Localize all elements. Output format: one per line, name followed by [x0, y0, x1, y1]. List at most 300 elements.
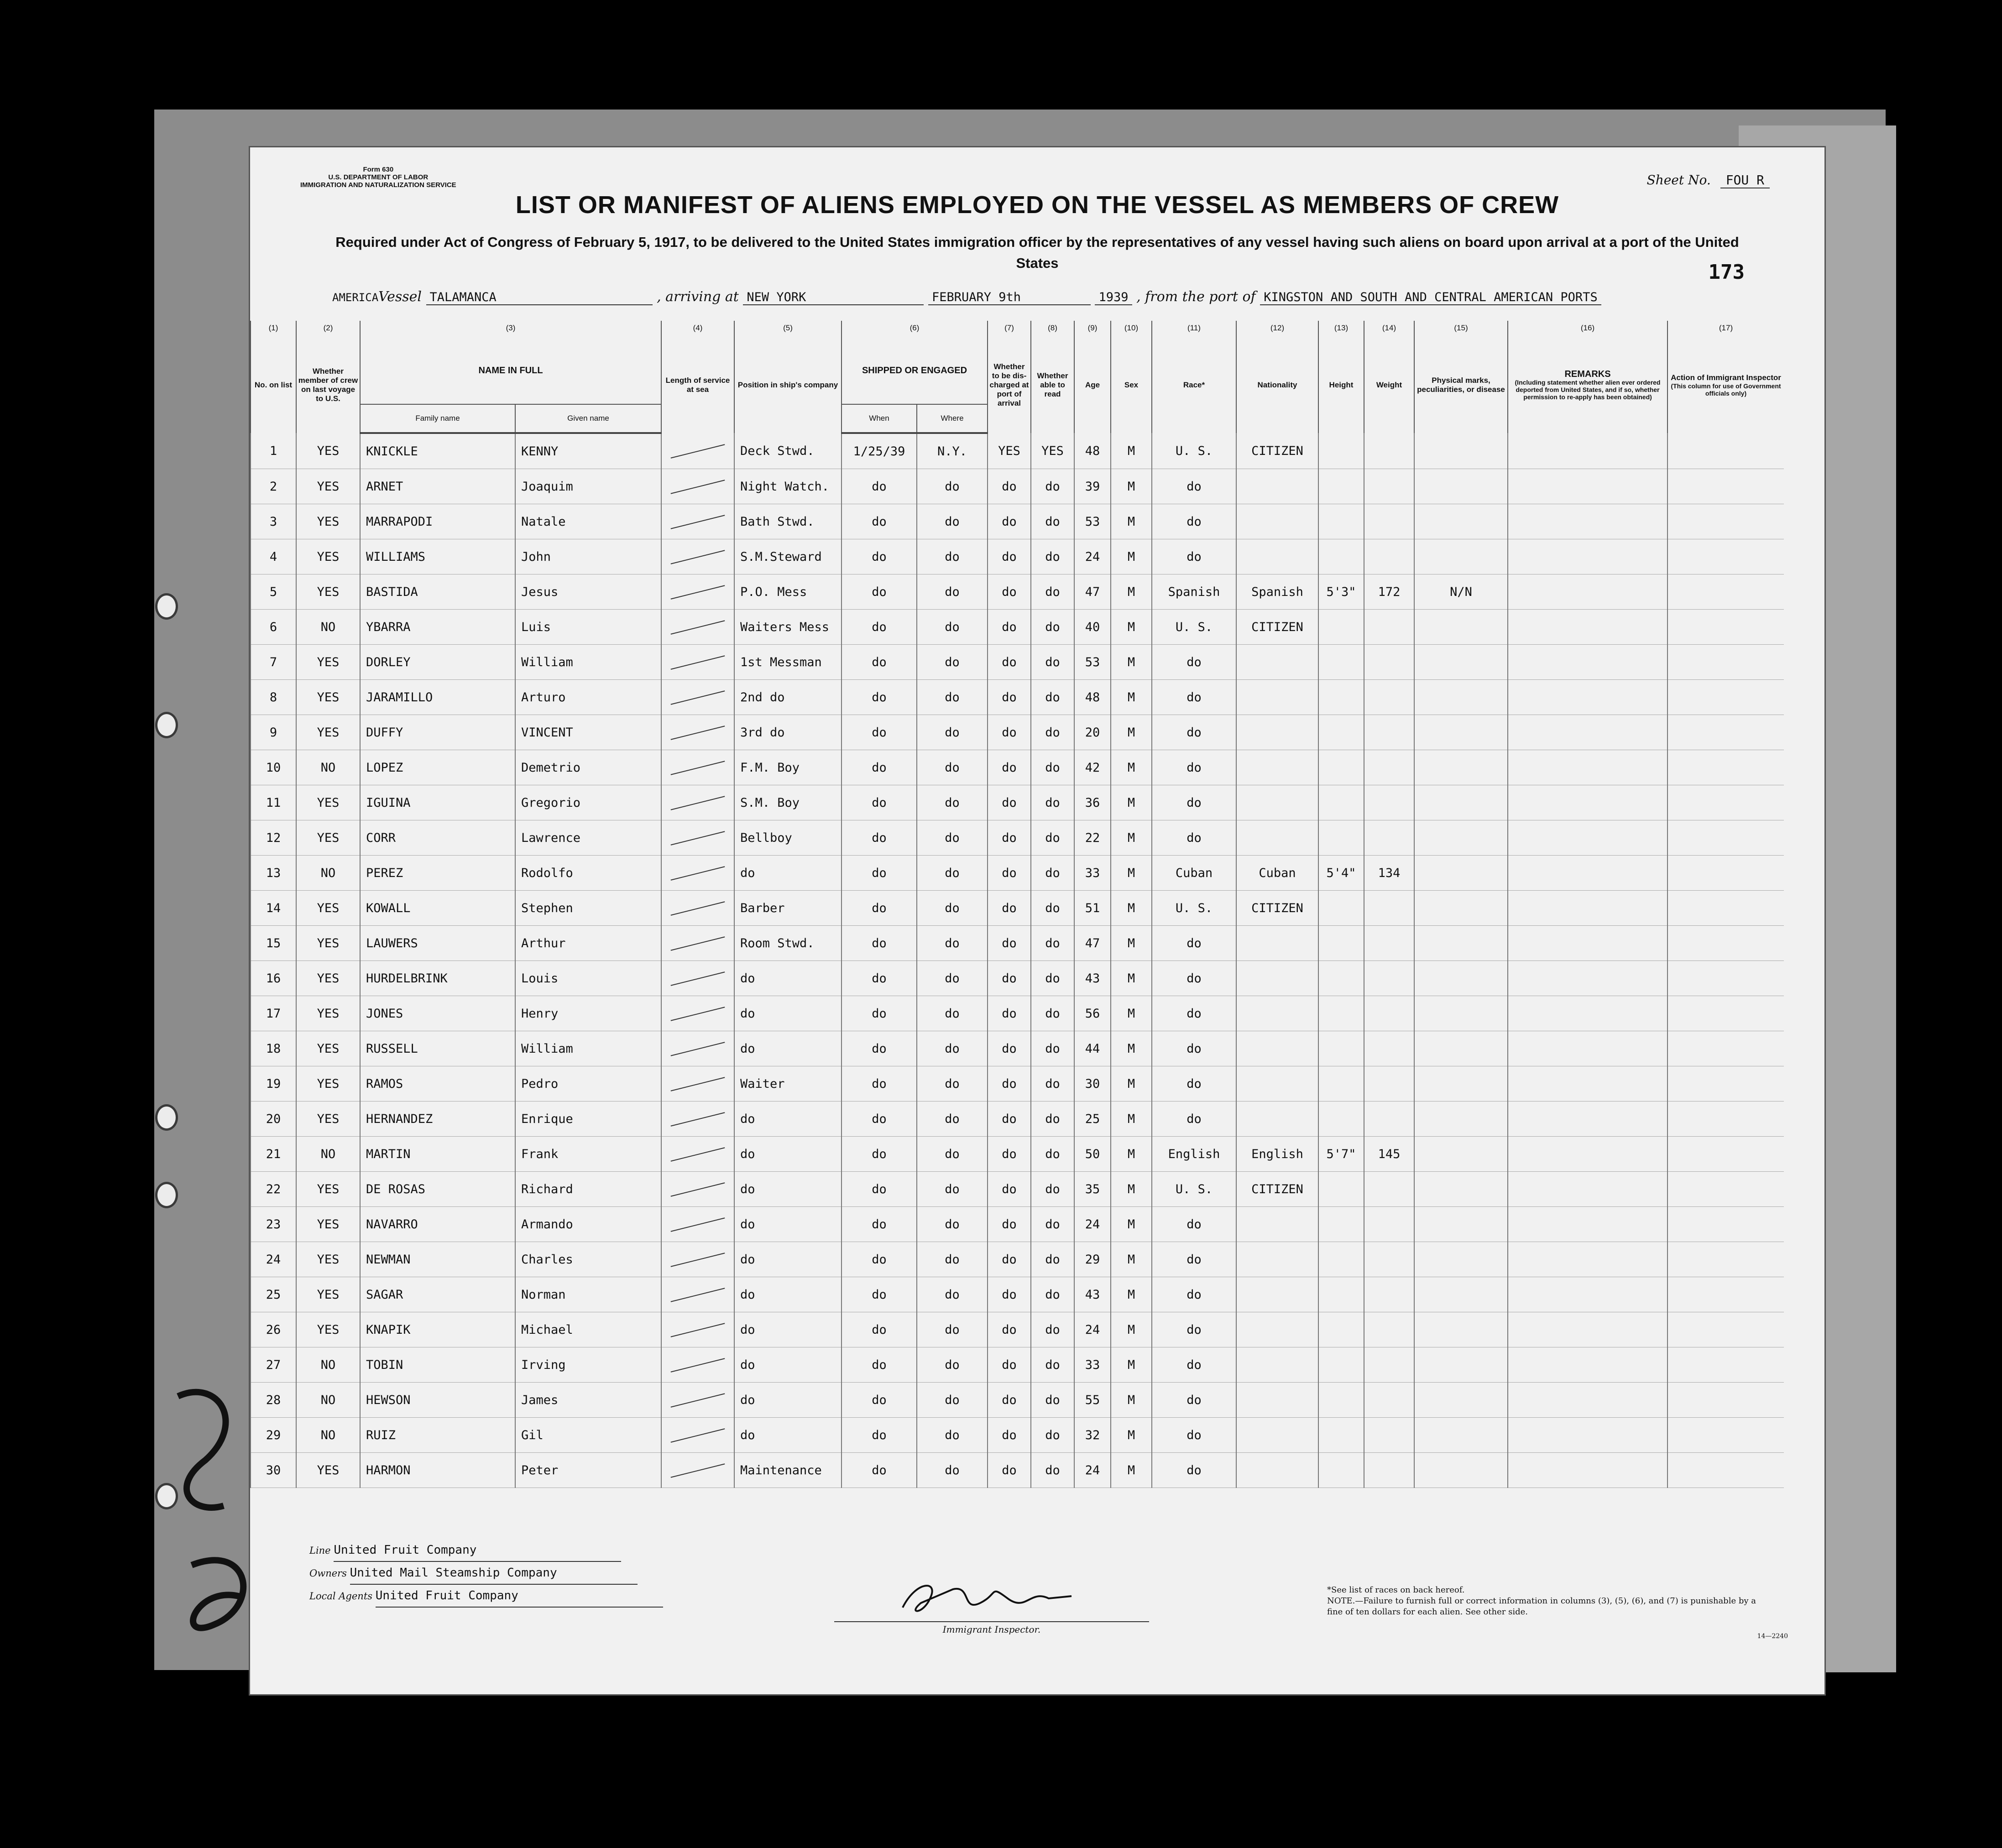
penalty-note: NOTE.—Failure to furnish full or correct information in columns (3), (5), (6), and (7) is punishable by a fine of ten dollars for each alien. See other side.	[1327, 1596, 1756, 1617]
cell-age: 47	[1074, 574, 1111, 610]
cell-able-to-read: do	[1031, 1172, 1074, 1207]
header-action	[1667, 337, 1784, 433]
cell-shipped-when: do	[842, 1242, 917, 1277]
cell-shipped-when: do	[842, 961, 917, 996]
cell-length-of-service	[661, 1101, 734, 1137]
cell-weight	[1364, 610, 1414, 645]
cell-length-of-service	[661, 539, 734, 574]
cell-position: do	[734, 1347, 842, 1383]
table-row	[251, 574, 1784, 610]
cell-age: 29	[1074, 1242, 1111, 1277]
cell-height	[1318, 1031, 1364, 1066]
cell-inspector-action	[1667, 574, 1784, 610]
cell-age: 48	[1074, 680, 1111, 715]
cell-nationality	[1236, 996, 1318, 1031]
cell-position: Bath Stwd.	[734, 504, 842, 539]
cell-length-of-service	[661, 1207, 734, 1242]
cell-position: do	[734, 1418, 842, 1453]
cell-remarks	[1508, 856, 1667, 891]
punch-hole	[155, 593, 178, 620]
cell-race: do	[1152, 645, 1236, 680]
cell-height	[1318, 1172, 1364, 1207]
cell-shipped-where: do	[917, 1277, 988, 1312]
cell-nationality	[1236, 820, 1318, 856]
cell-shipped-where: do	[917, 645, 988, 680]
cell-height	[1318, 1207, 1364, 1242]
cell-discharged: do	[988, 469, 1031, 504]
cell-remarks	[1508, 1172, 1667, 1207]
cell-nationality	[1236, 750, 1318, 785]
cell-sex: M	[1111, 996, 1152, 1031]
table-row	[251, 1137, 1784, 1172]
cell-length-of-service	[661, 645, 734, 680]
cell-length-of-service	[661, 926, 734, 961]
cell-physical-marks	[1414, 469, 1508, 504]
cell-height: 5'7"	[1318, 1137, 1364, 1172]
cell-shipped-when: do	[842, 469, 917, 504]
cell-shipped-when: do	[842, 750, 917, 785]
cell-shipped-where: do	[917, 1031, 988, 1066]
cell-member-last-voyage: NO	[296, 610, 360, 645]
table-row	[251, 856, 1784, 891]
cell-race: do	[1152, 1207, 1236, 1242]
cell-position: do	[734, 1172, 842, 1207]
table-row	[251, 1418, 1784, 1453]
cell-member-last-voyage: YES	[296, 1312, 360, 1347]
cell-family-name: ARNET	[360, 469, 515, 504]
col-num-3: (3)	[360, 321, 661, 337]
cell-age: 42	[1074, 750, 1111, 785]
cell-discharged: do	[988, 715, 1031, 750]
cell-given-name: Luis	[515, 610, 661, 645]
cell-height	[1318, 504, 1364, 539]
cell-row-number: 6	[251, 610, 296, 645]
cell-shipped-where: do	[917, 574, 988, 610]
arrival-port: NEW YORK	[743, 290, 924, 305]
cell-race: do	[1152, 469, 1236, 504]
cell-weight	[1364, 1031, 1414, 1066]
cell-physical-marks	[1414, 504, 1508, 539]
cell-race: do	[1152, 1347, 1236, 1383]
cell-inspector-action	[1667, 433, 1784, 469]
cell-given-name: Peter	[515, 1453, 661, 1488]
cell-remarks	[1508, 469, 1667, 504]
cell-shipped-where: do	[917, 1137, 988, 1172]
cell-row-number: 20	[251, 1101, 296, 1137]
cell-weight	[1364, 645, 1414, 680]
cell-sex: M	[1111, 785, 1152, 820]
cell-inspector-action	[1667, 1418, 1784, 1453]
cell-position: Night Watch.	[734, 469, 842, 504]
cell-shipped-when: do	[842, 1172, 917, 1207]
cell-length-of-service	[661, 820, 734, 856]
cell-position: do	[734, 1277, 842, 1312]
cell-height	[1318, 680, 1364, 715]
cell-row-number: 26	[251, 1312, 296, 1347]
cell-shipped-where: do	[917, 750, 988, 785]
cell-height	[1318, 1312, 1364, 1347]
cell-shipped-when: do	[842, 680, 917, 715]
cell-nationality: CITIZEN	[1236, 610, 1318, 645]
cell-member-last-voyage: NO	[296, 750, 360, 785]
cell-remarks	[1508, 715, 1667, 750]
cell-inspector-action	[1667, 1137, 1784, 1172]
cell-age: 56	[1074, 996, 1111, 1031]
header-no-on-list: No. on list	[251, 337, 296, 433]
cell-sex: M	[1111, 1418, 1152, 1453]
cell-able-to-read: do	[1031, 539, 1074, 574]
cell-member-last-voyage: YES	[296, 820, 360, 856]
cell-able-to-read: do	[1031, 1347, 1074, 1383]
cell-physical-marks	[1414, 680, 1508, 715]
cell-nationality: Spanish	[1236, 574, 1318, 610]
owners-label: Owners	[309, 1568, 347, 1579]
cell-family-name: RAMOS	[360, 1066, 515, 1101]
cell-able-to-read: do	[1031, 996, 1074, 1031]
cell-given-name: VINCENT	[515, 715, 661, 750]
cell-row-number: 19	[251, 1066, 296, 1101]
col-num-17: (17)	[1667, 321, 1784, 337]
owners-value: United Mail Steamship Company	[350, 1562, 638, 1585]
col-num-15: (15)	[1414, 321, 1508, 337]
cell-race: do	[1152, 996, 1236, 1031]
inspector-signature-block	[834, 1571, 1149, 1635]
cell-member-last-voyage: YES	[296, 961, 360, 996]
cell-shipped-when: do	[842, 856, 917, 891]
cell-length-of-service	[661, 750, 734, 785]
cell-weight	[1364, 1101, 1414, 1137]
cell-length-of-service	[661, 1137, 734, 1172]
cell-position: Deck Stwd.	[734, 433, 842, 469]
cell-inspector-action	[1667, 1312, 1784, 1347]
cell-able-to-read: do	[1031, 856, 1074, 891]
footer-notes	[1327, 1585, 1765, 1618]
header-height: Height	[1318, 337, 1364, 433]
cell-position: Bellboy	[734, 820, 842, 856]
cell-able-to-read: do	[1031, 469, 1074, 504]
header-remarks	[1508, 337, 1667, 433]
cell-sex: M	[1111, 1242, 1152, 1277]
cell-family-name: CORR	[360, 820, 515, 856]
cell-position: do	[734, 856, 842, 891]
cell-member-last-voyage: YES	[296, 1172, 360, 1207]
cell-height: 5'4"	[1318, 856, 1364, 891]
cell-nationality	[1236, 785, 1318, 820]
cell-discharged: do	[988, 1207, 1031, 1242]
cell-weight	[1364, 469, 1414, 504]
cell-able-to-read: do	[1031, 1242, 1074, 1277]
cell-row-number: 15	[251, 926, 296, 961]
cell-shipped-when: do	[842, 610, 917, 645]
cell-race: do	[1152, 961, 1236, 996]
cell-row-number: 21	[251, 1137, 296, 1172]
cell-shipped-when: do	[842, 820, 917, 856]
cell-family-name: DUFFY	[360, 715, 515, 750]
cell-given-name: Arturo	[515, 680, 661, 715]
col-num-10: (10)	[1111, 321, 1152, 337]
col-num-9: (9)	[1074, 321, 1111, 337]
cell-sex: M	[1111, 469, 1152, 504]
cell-inspector-action	[1667, 750, 1784, 785]
cell-shipped-when: do	[842, 1031, 917, 1066]
cell-position: S.M.Steward	[734, 539, 842, 574]
cell-sex: M	[1111, 891, 1152, 926]
cell-age: 30	[1074, 1066, 1111, 1101]
cell-physical-marks: N/N	[1414, 574, 1508, 610]
cell-given-name: Charles	[515, 1242, 661, 1277]
cell-inspector-action	[1667, 891, 1784, 926]
cell-given-name: Norman	[515, 1277, 661, 1312]
cell-discharged: do	[988, 504, 1031, 539]
table-row	[251, 820, 1784, 856]
cell-row-number: 27	[251, 1347, 296, 1383]
cell-discharged: do	[988, 1277, 1031, 1312]
cell-able-to-read: do	[1031, 926, 1074, 961]
cell-length-of-service	[661, 1172, 734, 1207]
cell-given-name: William	[515, 645, 661, 680]
cell-discharged: do	[988, 1137, 1031, 1172]
cell-sex: M	[1111, 1347, 1152, 1383]
cell-given-name: KENNY	[515, 433, 661, 469]
cell-family-name: YBARRA	[360, 610, 515, 645]
cell-sex: M	[1111, 715, 1152, 750]
cell-weight	[1364, 1242, 1414, 1277]
cell-remarks	[1508, 645, 1667, 680]
form-header	[300, 166, 456, 189]
cell-shipped-when: do	[842, 504, 917, 539]
cell-remarks	[1508, 785, 1667, 820]
cell-height	[1318, 750, 1364, 785]
cell-discharged: do	[988, 645, 1031, 680]
cell-inspector-action	[1667, 856, 1784, 891]
cell-age: 22	[1074, 820, 1111, 856]
table-row	[251, 1277, 1784, 1312]
action-note: (This column for use of Government officials only)	[1671, 382, 1781, 397]
form-subtitle: Required under Act of Congress of February 5, 1917, to be delivered to the United States immigration officer by the representatives of any vessel having such aliens on board upon arrival at a port of the United States	[335, 234, 1739, 271]
cell-shipped-where: do	[917, 891, 988, 926]
cell-length-of-service	[661, 1383, 734, 1418]
table-row	[251, 750, 1784, 785]
cell-discharged: do	[988, 1347, 1031, 1383]
cell-position: 2nd do	[734, 680, 842, 715]
from-label: , from the port of	[1136, 289, 1256, 305]
stamp-number: 173	[1708, 261, 1745, 284]
cell-sex: M	[1111, 1277, 1152, 1312]
cell-able-to-read: do	[1031, 1031, 1074, 1066]
cell-length-of-service	[661, 1418, 734, 1453]
cell-shipped-where: do	[917, 610, 988, 645]
cell-shipped-where: do	[917, 1066, 988, 1101]
cell-nationality	[1236, 1207, 1318, 1242]
cell-discharged: do	[988, 610, 1031, 645]
cell-member-last-voyage: YES	[296, 1031, 360, 1066]
table-row	[251, 1453, 1784, 1488]
cell-remarks	[1508, 1242, 1667, 1277]
cell-member-last-voyage: NO	[296, 1347, 360, 1383]
cell-race: Cuban	[1152, 856, 1236, 891]
cell-shipped-when: do	[842, 645, 917, 680]
cell-shipped-where: do	[917, 539, 988, 574]
header-race: Race*	[1152, 337, 1236, 433]
cell-length-of-service	[661, 785, 734, 820]
cell-row-number: 11	[251, 785, 296, 820]
cell-discharged: do	[988, 1101, 1031, 1137]
cell-age: 24	[1074, 539, 1111, 574]
col-num-11: (11)	[1152, 321, 1236, 337]
cell-height	[1318, 926, 1364, 961]
agents-value: United Fruit Company	[376, 1585, 663, 1608]
remarks-title: REMARKS	[1564, 369, 1611, 379]
cell-discharged: do	[988, 1383, 1031, 1418]
cell-shipped-where: do	[917, 1312, 988, 1347]
cell-remarks	[1508, 926, 1667, 961]
cell-remarks	[1508, 1137, 1667, 1172]
header-length-of-service: Length of service at sea	[661, 337, 734, 433]
cell-nationality	[1236, 1312, 1318, 1347]
cell-member-last-voyage: YES	[296, 539, 360, 574]
cell-able-to-read: do	[1031, 1453, 1074, 1488]
cell-given-name: Gregorio	[515, 785, 661, 820]
cell-weight	[1364, 1207, 1414, 1242]
cell-given-name: Enrique	[515, 1101, 661, 1137]
cell-given-name: Henry	[515, 996, 661, 1031]
cell-race: do	[1152, 504, 1236, 539]
table-row	[251, 1242, 1784, 1277]
cell-member-last-voyage: YES	[296, 1453, 360, 1488]
col-num-14: (14)	[1364, 321, 1414, 337]
cell-row-number: 1	[251, 433, 296, 469]
cell-age: 47	[1074, 926, 1111, 961]
races-note: *See list of races on back hereof.	[1327, 1585, 1465, 1595]
cell-nationality	[1236, 1418, 1318, 1453]
cell-race: do	[1152, 820, 1236, 856]
cell-age: 24	[1074, 1207, 1111, 1242]
manifest-sheet	[249, 146, 1826, 1696]
cell-shipped-where: do	[917, 504, 988, 539]
cell-physical-marks	[1414, 1312, 1508, 1347]
origin-port: KINGSTON AND SOUTH AND CENTRAL AMERICAN PORTS	[1260, 290, 1601, 305]
cell-position: Maintenance	[734, 1453, 842, 1488]
cell-weight	[1364, 1172, 1414, 1207]
cell-inspector-action	[1667, 996, 1784, 1031]
cell-weight	[1364, 996, 1414, 1031]
cell-family-name: LOPEZ	[360, 750, 515, 785]
col-num-2: (2)	[296, 321, 360, 337]
cell-age: 50	[1074, 1137, 1111, 1172]
cell-member-last-voyage: YES	[296, 645, 360, 680]
cell-able-to-read: do	[1031, 1101, 1074, 1137]
cell-member-last-voyage: YES	[296, 1207, 360, 1242]
cell-able-to-read: do	[1031, 785, 1074, 820]
cell-physical-marks	[1414, 645, 1508, 680]
cell-sex: M	[1111, 1453, 1152, 1488]
cell-age: 35	[1074, 1172, 1111, 1207]
cell-discharged: do	[988, 539, 1031, 574]
cell-discharged: do	[988, 1031, 1031, 1066]
cell-given-name: Rodolfo	[515, 856, 661, 891]
cell-row-number: 25	[251, 1277, 296, 1312]
cell-given-name: Pedro	[515, 1066, 661, 1101]
cell-race: do	[1152, 1066, 1236, 1101]
cell-position: 3rd do	[734, 715, 842, 750]
cell-weight	[1364, 1347, 1414, 1383]
cell-physical-marks	[1414, 715, 1508, 750]
cell-row-number: 7	[251, 645, 296, 680]
cell-row-number: 3	[251, 504, 296, 539]
cell-family-name: BASTIDA	[360, 574, 515, 610]
cell-physical-marks	[1414, 1453, 1508, 1488]
cell-discharged: do	[988, 926, 1031, 961]
table-row	[251, 1383, 1784, 1418]
table-row	[251, 680, 1784, 715]
cell-given-name: Arthur	[515, 926, 661, 961]
cell-position: Waiter	[734, 1066, 842, 1101]
cell-age: 55	[1074, 1383, 1111, 1418]
cell-nationality: English	[1236, 1137, 1318, 1172]
cell-height	[1318, 645, 1364, 680]
table-row	[251, 504, 1784, 539]
cell-race: U. S.	[1152, 891, 1236, 926]
cell-row-number: 8	[251, 680, 296, 715]
cell-race: Spanish	[1152, 574, 1236, 610]
cell-physical-marks	[1414, 610, 1508, 645]
cell-inspector-action	[1667, 1031, 1784, 1066]
cell-sex: M	[1111, 1172, 1152, 1207]
cell-able-to-read: do	[1031, 1312, 1074, 1347]
cell-row-number: 16	[251, 961, 296, 996]
cell-discharged: do	[988, 680, 1031, 715]
cell-member-last-voyage: YES	[296, 504, 360, 539]
cell-length-of-service	[661, 680, 734, 715]
cell-height	[1318, 891, 1364, 926]
vessel-prefix: AMERICA	[332, 291, 379, 304]
cell-race: U. S.	[1152, 610, 1236, 645]
cell-family-name: JARAMILLO	[360, 680, 515, 715]
department: U.S. DEPARTMENT OF LABOR	[328, 173, 429, 181]
cell-row-number: 22	[251, 1172, 296, 1207]
cell-shipped-when: do	[842, 1347, 917, 1383]
cell-family-name: NEWMAN	[360, 1242, 515, 1277]
cell-weight	[1364, 1277, 1414, 1312]
cell-nationality	[1236, 469, 1318, 504]
cell-race: U. S.	[1152, 433, 1236, 469]
cell-race: do	[1152, 1242, 1236, 1277]
cell-inspector-action	[1667, 961, 1784, 996]
cell-shipped-when: do	[842, 1418, 917, 1453]
cell-remarks	[1508, 1031, 1667, 1066]
punch-hole	[155, 1104, 178, 1131]
cell-able-to-read: do	[1031, 1137, 1074, 1172]
cell-race: do	[1152, 1031, 1236, 1066]
cell-family-name: MARRAPODI	[360, 504, 515, 539]
cell-race: do	[1152, 680, 1236, 715]
cell-remarks	[1508, 539, 1667, 574]
cell-able-to-read: do	[1031, 1207, 1074, 1242]
cell-able-to-read: do	[1031, 961, 1074, 996]
cell-age: 53	[1074, 645, 1111, 680]
arriving-label: , arriving at	[657, 289, 739, 305]
cell-shipped-where: do	[917, 856, 988, 891]
cell-shipped-where: do	[917, 820, 988, 856]
cell-position: do	[734, 1383, 842, 1418]
cell-inspector-action	[1667, 610, 1784, 645]
sheet-value: FOU R	[1720, 172, 1770, 188]
cell-position: do	[734, 1137, 842, 1172]
cell-race: do	[1152, 1418, 1236, 1453]
cell-sex: M	[1111, 1031, 1152, 1066]
footer-agents	[309, 1539, 663, 1608]
cell-row-number: 12	[251, 820, 296, 856]
